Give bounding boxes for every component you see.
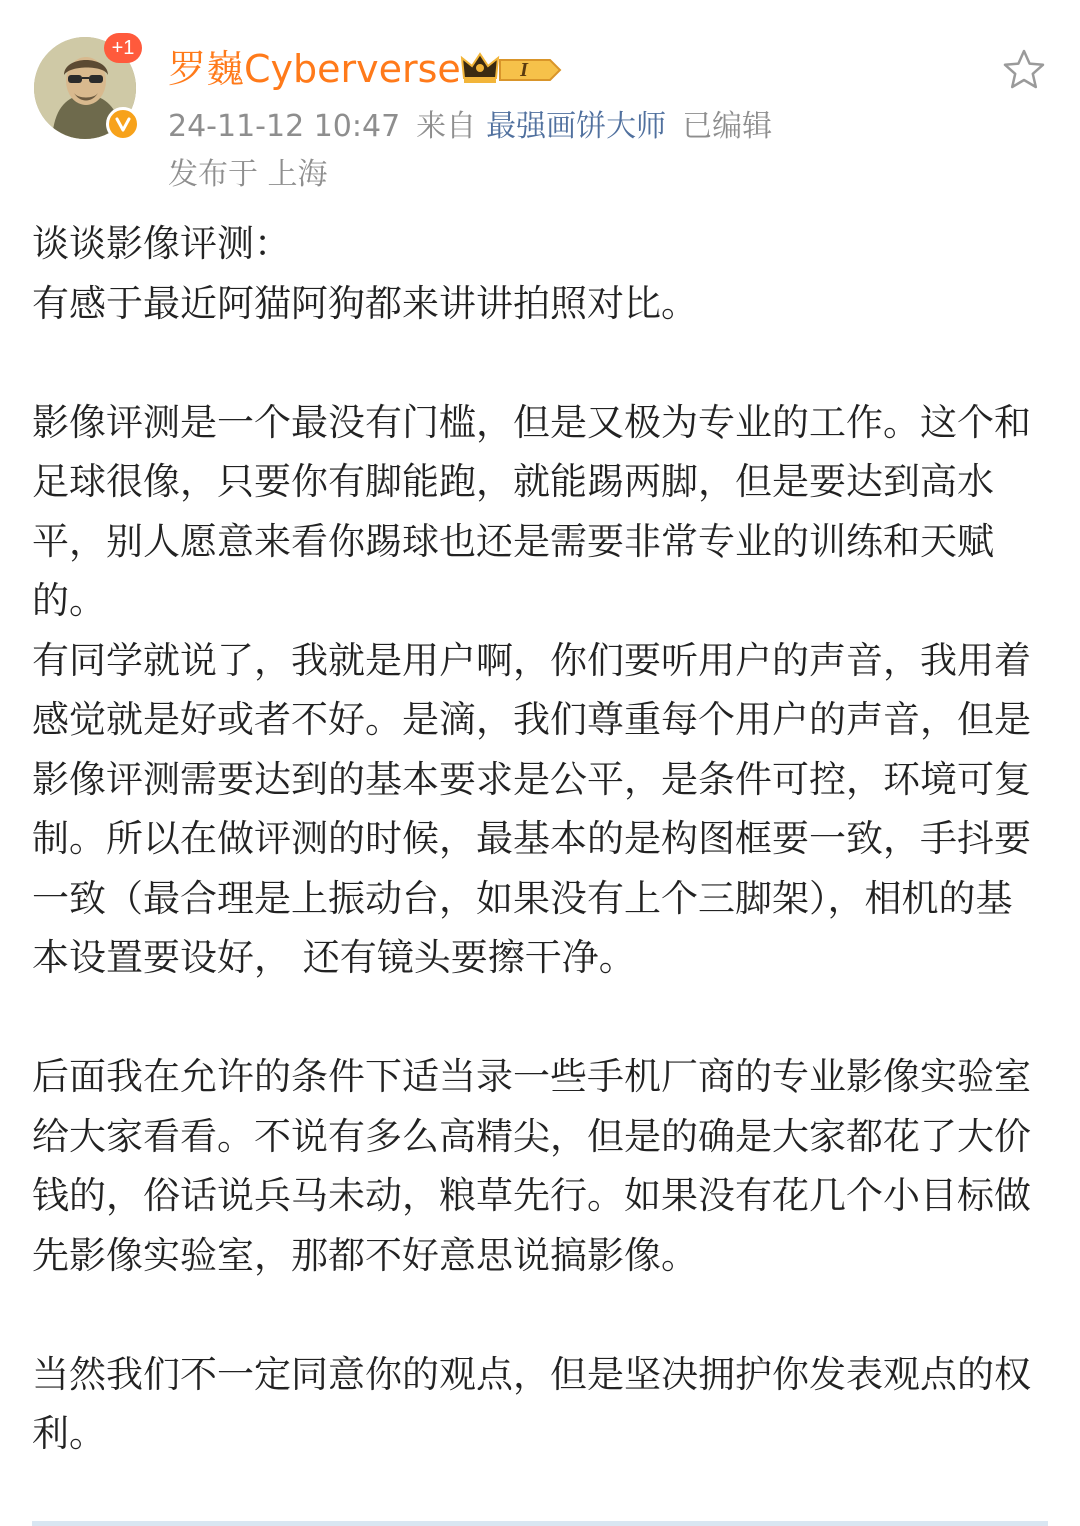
source-prefix: 来自 [416,109,477,144]
post-paragraph: 有同学就说了，我就是用户啊，你们要听用户的声音，我用着感觉就是好或者不好。是滴，我们尊重每个用户的声音，但是影像评测需要达到的基本要求是公平，是条件可控，环境可复制。所以在做评测的时候，最基本的是构图框要一致，手抖要一致（最合理是上振动台，如果没有上个三脚架），相机的基本设置要设好， 还有镜头要擦干净。 [32,638,1031,979]
paragraph-gap [32,988,1032,1048]
bottom-divider [32,1521,1048,1526]
edited-label: 已编辑 [682,109,773,144]
post-meta [168,106,788,148]
verified-v-icon [106,107,140,141]
post-location: 发布于 上海 [168,157,328,192]
paragraph-gap [32,333,1032,393]
post-paragraph: 当然我们不一定同意你的观点，但是坚决拥护你发表观点的权利。 [32,1352,1031,1455]
source-app-link[interactable]: 最强画饼大师 [486,109,667,144]
avatar-notification-badge: +1 [104,33,142,63]
paragraph-gap [32,1285,1032,1345]
post-header [0,0,1080,200]
post-paragraph: 谈谈影像评测： [32,222,291,265]
favorite-button[interactable] [1000,46,1048,94]
star-outline-icon [1000,46,1048,94]
avatar-container[interactable] [34,37,136,139]
vip-crown-badge[interactable] [460,48,564,88]
vip-level-label: I [520,59,528,81]
post-paragraph: 有感于最近阿猫阿狗都来讲讲拍照对比。 [32,281,698,325]
post-paragraph: 后面我在允许的条件下适当录一些手机厂商的专业影像实验室给大家看看。不说有多么高精尖，但是的确是大家都花了大价钱的，俗话说兵马未动，粮草先行。如果没有花几个小目标做先影像实验室，那都不好意思说搞影像。 [32,1055,1031,1277]
crown-icon [460,48,564,88]
author-name[interactable]: 罗巍Cyberverse [168,47,461,91]
post-paragraph: 影像评测是一个最没有门槛，但是又极为专业的工作。这个和足球很像，只要你有脚能跑，就能踢两脚，但是要达到高水平，别人愿意来看你踢球也还是需要非常专业的训练和天赋的。 [32,400,1031,622]
post-body [32,214,1032,1464]
post-timestamp: 24-11-12 10:47 [168,109,401,144]
